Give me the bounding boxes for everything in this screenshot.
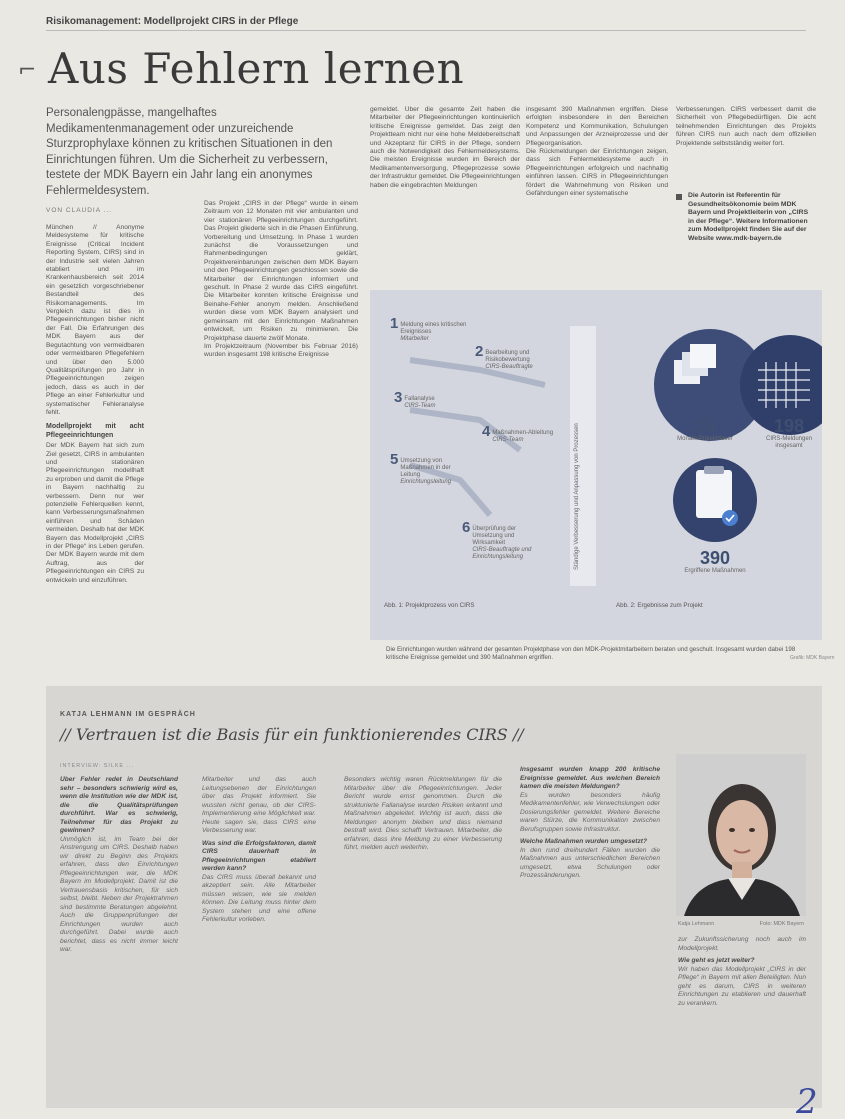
interview-column-3 [344,776,502,1094]
process-step-2: 2 Bearbeitung und Risikobewertung CIRS-Beauftragte [475,343,533,370]
interview-answer: Mitarbeiter und das auch Leitungsebenen der Einrichtungen über das Projekt informiert. Sie wussten nicht genau, ob der CIRS-Implementierung eine Möglichkeit war. Heute sagen sie, dass CIRS eine Verbesserung war. [202,776,316,834]
column-5-paragraph-1: Verbesserungen. CIRS verbessert damit die Sicherheit von Pflegebedürftigen. Die acht teilnehmenden Einrichtungen des Projekts führen CIRS nun auch nach dem offiziellen Projektende selbstständig weiter fort. [676,106,816,147]
column-3-paragraph-1: gemeldet. Über die gesamte Zeit haben die Mitarbeiter der Pflegeeinrichtungen kontinuierlich kritische Ereignisse gemeldet. Das zeigt den Projektteam nicht nur eine hohe Meldebereitschaft und Akzeptanz für CIRS in der Pflege, sondern auch die Notwendigkeit des Fehlermeldesystems. Die meisten Ereignisse wurden im Bereich der Medikamentenversorgung, Pflegeprozesse sowie der Infrastruktur gemeldet. Die Pflegeeinrichtungen haben die eingebrachten Meldungen [370,106,520,189]
lead-paragraph: Personalengpässe, mangelhaftes Medikamentenmanagement oder unzureichende Sturzprophylaxe können zu kritischen Situationen in den Einrichtungen führen. Um die Sicherheit zu verbessern, testete der MDK Bayern ein Jahr lang ein anonymes Fehlermeldesystem. [46,107,333,197]
interview-answer: Unmöglich ist, im Team bei der Anstrengung um CIRS. Deshalb haben wir direkt zu Beginn des Projekts erfahren, dass den Einrichtungen Pflegeeinrichtungen war, die MDK Bayern im Modellprojekt. Damit ist die Vertrauensbasis kritischen, für sich selbst, bleibt. Neben der Projektrahmen sind bestimmte Beratungen abgelehnt. Auch die Gruppenprüfungen der Einrichtungen wurden auch durchgeführt. Dabei wurde auch berichtet, dass es nicht immer leicht war. [60,835,178,953]
interview-answer: Das CIRS muss überall bekannt und akzeptiert sein. Alle Mitarbeiter müssen wissen, wie sie melden können. Die Leitung muss hinter dem System stehen und eine offene Fehlerkultur vorleben. [202,873,316,923]
interview-column-1 [60,776,178,1094]
column-1-paragraph-1: München // Anonyme Meldesysteme für kritische Ereignisse (Critical Incident Reporting System, CIRS) sind in der Industrie seit vielen Jahren etabliert und im Krankenhausbereich seit 2014 ein gesetzlich vorgeschriebener Bestandteil des Risikomanagements. Im Vergleich dazu ist dies in Pflegeeinrichtungen bisher nicht der Fall. Die Erfahrungen des MDK Bayern aus der Begutachtung von vermeidbaren oder vermeidbaren Pflegefehlern und über den 5.000 Qualitätsprüfungen pro Jahr in Pflegeeinrichtungen zeigen jedoch, dass es auch in der Pflege an einer Fehlerkultur und systematischer Fehleranalyse fehlt. [46,224,144,416]
interview-kicker: KATJA LEHMANN IM GESPRÄCH [60,711,196,718]
article-column-1 [46,224,144,674]
process-step-1: 1 Meldung eines kritischen Ereignisses Mitarbeiter [390,315,467,342]
interview-question: Welche Maßnahmen wurden umgesetzt? [520,838,648,845]
interview-column-4 [520,766,660,1094]
process-step-5: 5 Umsetzung von Maßnahmen in der Leitung Einrichtungsleitung [390,451,452,485]
rubric: Risikomanagement: Modellprojekt CIRS in der Pflege [46,16,299,27]
byline: VON CLAUDIA ... [46,207,112,214]
process-step-4: 4 Maßnahmen-Ableitung CIRS-Team [482,423,554,443]
vertical-axis-label: Ständige Verbesserung und Anpassung von Prozessen [574,423,580,570]
interview-answer: In den rund dreihundert Fällen wurden die Maßnahmen aus unterschiedlichen Bereichen umgesetzt, etwa Schulungen oder Prozessänderungen. [520,846,660,879]
infographic [370,290,822,640]
article-column-5 [676,106,816,186]
photo-credit: Foto: MDK Bayern [759,921,804,927]
handwritten-mark-icon: ⌐ [18,58,37,83]
interview-question: Über Fehler redet in Deutschland sehr – besonders schwierig wird es, wenn die Institution wie der MDK ist, die die Qualitätsprüfungen durchführt. War es schwierig, Teilnehmer für das Projekt zu gewinnen? [60,776,178,834]
handwritten-page-number: 2 [796,1082,818,1119]
process-step-6: 6 Überprüfung der Umsetzung und Wirksamkeit CIRS-Beauftragte und Einrichtungsleitung [462,519,532,560]
article-column-2 [204,200,358,674]
interview-column-5 [678,936,806,1096]
article-column-3 [370,106,520,286]
interview-answer: Besonders wichtig waren Rückmeldungen für die Mitarbeiter über die Pflegeeinrichtungen. Jeder Bericht wurde ernst genommen. Durch die strukturierte Fallanalyse wurden Risiken erkannt und Maßnahmen abgeleitet. Wichtig ist auch, dass die Meldungen anonym bleiben und dass niemand bestraft wird. Dies schafft Vertrauen. Mitarbeiter, die erfahren, dass ihre Meldung zu einer Verbesserung führt, melden auch weiterhin. [344,776,502,851]
figure-caption: Die Einrichtungen wurden während der gesamten Projektphase von den MDK-Projektmitarbeitern beraten und geschult. Insgesamt wurden dabei 198 kritische Ereignisse gemeldet und 390 Maßnahmen ergriffen. [386,646,796,661]
author-info: Die Autorin ist Referentin für Gesundheitsökonomie beim MDK Bayern und Projektleiterin von „CIRS in der Pflege“. Weitere Informationen zum Modellprojekt finden Sie auf der Website www.mdk-bayern.de [688,192,809,242]
figure-credit: Grafik: MDK Bayern [790,655,835,661]
interview-question: Wie geht es jetzt weiter? [678,957,755,964]
column-1-paragraph-2: Der MDK Bayern hat sich zum Ziel gesetzt, CIRS in ambulanten und stationären Pflegeeinrichtungen modellhaft zu erproben und damit die Pflege in Bayern nachhaltig zu verbessern. Denn nur wer potenzielle Fehlerquellen kennt, kann Verbesserungsmaßnahmen einführen und Schäden vermeiden. Deshalb hat der MDK Bayern das Modellprojekt „CIRS in der Pflege“ ins Leben gerufen. Der MDK Bayern wurde mit dem Auftrag, aus der Pflegeeinrichtungen ein CIRS zu entwickeln und einzuführen. [46,442,144,584]
stat-measures: 390 Ergriffene Maßnahmen [684,548,746,574]
portrait-illustration [676,754,806,916]
process-step-3: 3 Fallanalyse CIRS-Team [394,389,436,409]
stat-reports: 198 CIRS-Meldungen insgesamt [765,416,813,449]
column-2-paragraph-1: Das Projekt „CIRS in der Pflege“ wurde in einem Zeitraum von 12 Monaten mit vier ambulanten und vier stationären Pflegeeinrichtungen durchgeführt. Das Projekt gliederte sich in die Phasen Einführung, Vorbereitung und Umsetzung. In Phase 1 wurden zunächst die Voraussetzungen und Rahmenbedingungen geklärt, Projektvereinbarungen zwischen dem MDK Bayern und den Pflegeeinrichtungen geschlossen sowie die Mitarbeiter der Einrichtungen informiert und geschult. In Phase 2 wurde das CIRS eingeführt. Die Mitarbeiter konnten kritische Ereignisse und Beinahe-Fehler anonym melden. Anschließend wurden diese vom MDK Bayern analysiert und gemeinsam mit den Einrichtungen Maßnahmen entwickelt, um Risiken zu minimieren. Die Projektphase dauerte zwölf Monate. [204,200,358,342]
interview-column-2 [202,776,316,1094]
interview-byline: INTERVIEW: SILKE ... [60,763,135,769]
photo-name: Katja Lehmann [678,921,715,927]
column-4-paragraph-1: insgesamt 390 Maßnahmen ergriffen. Diese erfolgten insbesondere in den Bereichen Kompetenz und Kommunikation, Schulungen und Anpassungen der Arzneiprozesse und der Pflegeorganisation. [526,106,668,147]
headline: Aus Fehlern lernen [48,44,465,93]
article-column-4 [526,106,668,286]
photo-caption [678,921,804,927]
figure-label-2: Abb. 2: Ergebnisse zum Projekt [616,602,703,609]
column-4-paragraph-2: Die Rückmeldungen der Einrichtungen zeigen, dass sich Fehlermeldesysteme auch in Pflegeeinrichtungen erfolgreich und nachhaltig einführen lassen. CIRS in Pflegeeinrichtungen fördert die Wahrnehmung von Risiken und Gefährdungen einer systematische [526,148,668,198]
interview-answer: zur Zukunftssicherung noch auch im Modellprojekt. [678,936,806,952]
column-2-paragraph-2: Im Projektzeitraum (November bis Februar 2016) wurden insgesamt 198 kritische Ereignisse [204,342,358,359]
interview-answer: Wir haben das Modellprojekt „CIRS in der Pflege“ in Bayern mit allen Beteiligten. Nun geht es darum, CIRS in weiteren Einrichtungen zu etablieren und dauerhaft zu verankern. [678,965,806,1007]
rubric-rule [46,30,806,31]
subheading: Modellprojekt mit acht Pflegeeinrichtungen [46,423,144,439]
stat-months: 15 Monate Projektdauer [677,416,733,442]
interview-answer: Es wurden besonders häufig Medikamentenfehler, wie Verwechslungen oder Dosierungsfehler gemeldet. Weitere Bereiche waren Stürze, die Kommunikation zwischen Berufsgruppen sowie Infrastruktur. [520,791,660,833]
interview-question: Was sind die Erfolgsfaktoren, damit CIRS dauerhaft in Pflegeeinrichtungen etabliert werden kann? [202,839,316,872]
interview-title: // Vertrauen ist die Basis für ein funktionierendes CIRS // [60,725,524,744]
portrait-photo [676,754,806,916]
interview-question: Insgesamt wurden knapp 200 kritische Ereignisse gemeldet. Aus welchen Bereich kamen die meisten Meldungen? [520,766,660,790]
figure-label-1: Abb. 1: Projektprozess von CIRS [384,602,475,609]
